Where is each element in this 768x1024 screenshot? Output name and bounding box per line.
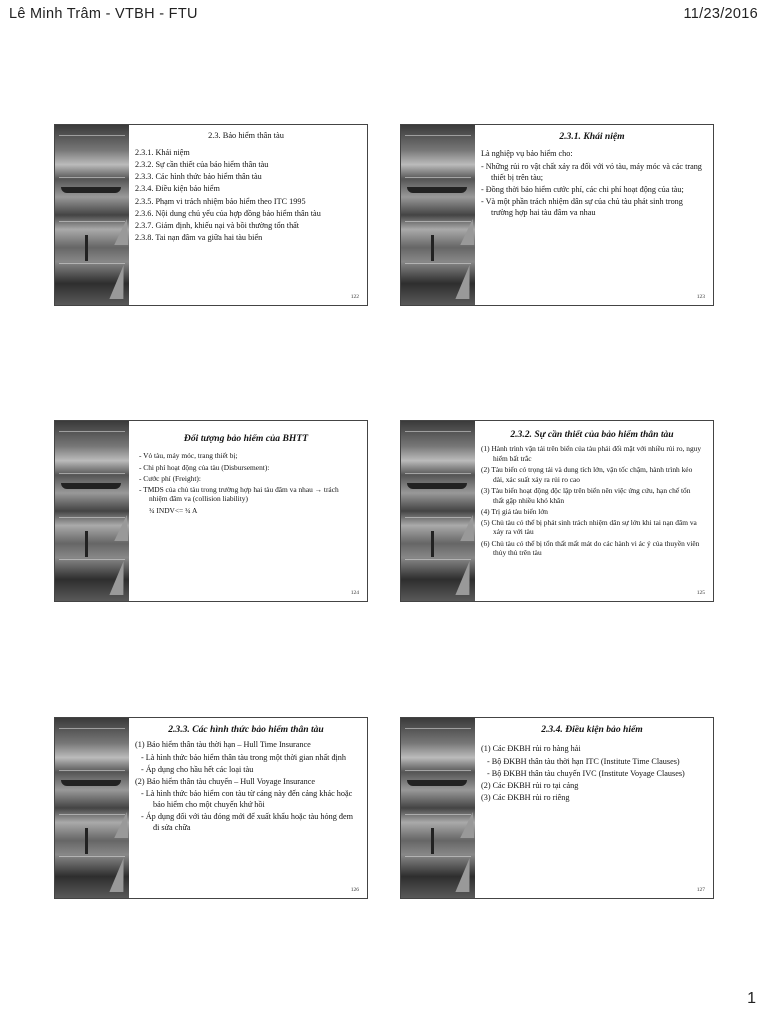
- slide-title: 2.3.4. Điều kiện bảo hiểm: [541, 724, 643, 735]
- slide-photo-strip: [55, 718, 129, 898]
- slide-title: Đối tượng bảo hiểm của BHTT: [183, 433, 309, 444]
- slide-title: 2.3. Bảo hiểm thân tàu: [208, 131, 284, 140]
- slide-124: [54, 420, 368, 602]
- slide-number: 126: [350, 887, 359, 893]
- slide-photo-strip: [401, 125, 475, 305]
- list-item: - Vỏ tàu, máy móc, trang thiết bị;: [139, 451, 238, 461]
- list-item: 2.3.6. Nội dung chủ yếu của hợp đồng bảo hiểm thân tàu: [135, 208, 321, 218]
- list-item: - Áp dụng đối với tàu đóng mới để xuất khẩu hoặc tàu hỏng đem đi sửa chữa: [141, 811, 353, 832]
- list-item: 2.3.2. Sự cần thiết của bảo hiểm thân tàu: [135, 160, 269, 170]
- list-item: - Chi phí hoạt động của tàu (Disbursement):: [139, 462, 270, 472]
- slide-number: 127: [696, 887, 705, 893]
- list-item: 2.3.4. Điều kiện bảo hiểm: [135, 184, 220, 194]
- list-item: (1) Bảo hiểm thân tàu thời hạn – Hull Time Insurance: [135, 740, 311, 750]
- list-item: (3) Các ĐKBH rủi ro riêng: [481, 793, 570, 803]
- document-date: 11/23/2016: [683, 6, 758, 22]
- list-item: 2.3.7. Giám định, khiếu nại và bồi thường tổn thất: [135, 220, 300, 230]
- list-item: - Cước phí (Freight):: [139, 473, 201, 483]
- list-item: (2) Bảo hiểm thân tàu chuyến – Hull Voyage Insurance: [135, 776, 315, 786]
- list-item: - Những rủi ro vật chất xảy ra đối với vỏ tàu, máy móc và các trang thiết bị trên tàu;: [481, 162, 702, 182]
- list-item: - Bộ ĐKBH thân tàu thời hạn ITC (Institute Time Clauses): [487, 756, 680, 766]
- list-item: 2.3.1. Khái niệm: [135, 147, 190, 157]
- slide-photo-strip: [401, 718, 475, 898]
- list-item: (4) Trị giá tàu biển lớn: [481, 506, 548, 516]
- list-item: - Đồng thời bảo hiểm cước phí, các chi phí hoạt động của tàu;: [481, 184, 684, 194]
- list-item: (2) Các ĐKBH rủi ro tại cảng: [481, 780, 579, 790]
- slide-number: 124: [350, 590, 359, 596]
- slide-photo-strip: [55, 125, 129, 305]
- list-item: - Áp dụng cho hầu hết các loại tàu: [141, 764, 254, 774]
- list-item: (3) Tàu biển hoạt động độc lập trên biển nên việc ứng cứu, hạn chế tổn thất gặp nhiều khó khăn: [481, 485, 691, 505]
- list-item: (1) Các ĐKBH rủi ro hàng hải: [481, 744, 581, 754]
- slide-126: [54, 717, 368, 899]
- slide-photo-strip: [55, 421, 129, 601]
- list-item: - Bộ ĐKBH thân tàu chuyến IVC (Institute Voyage Clauses): [487, 768, 685, 778]
- slide-title: 2.3.1. Khái niệm: [559, 131, 625, 142]
- slide-title: 2.3.2. Sự cần thiết của bảo hiểm thân tàu: [510, 429, 674, 440]
- slide-123: [400, 124, 714, 306]
- slide-number: 123: [696, 294, 705, 300]
- list-item: (2) Tàu biển có trọng tải và dung tích lớn, vận tốc chậm, hành trình kéo dài, xác suất xảy ra rủi ro cao: [481, 465, 693, 484]
- slide-title: 2.3.3. Các hình thức bảo hiểm thân tàu: [168, 724, 324, 735]
- list-item: - TMDS của chủ tàu trong trường hợp hai tàu đâm va nhau → trách nhiệm đâm va (collision liability): [139, 484, 339, 504]
- page-number: 1: [747, 990, 756, 1007]
- document-author-header: Lê Minh Trâm - VTBH - FTU: [9, 6, 198, 22]
- list-item: (1) Hành trình vận tải trên biển của tàu phải đối mặt với nhiều rủi ro, nguy hiểm bất trắc: [481, 444, 702, 464]
- list-item: (6) Chủ tàu có thể bị tổn thất mất mát do các hành vi ác ý của thuyền viên thủy thủ trên tàu: [481, 538, 700, 558]
- list-item: (5) Chủ tàu có thể bị phát sinh trách nhiệm dân sự lớn khi tai nạn đâm va xảy ra với tàu: [481, 517, 697, 537]
- slide-intro: Là nghiệp vụ bảo hiểm cho:: [481, 149, 573, 159]
- slide-122: [54, 124, 368, 306]
- slide-note: ¾ INDV<= ¾ A: [149, 506, 198, 516]
- slide-number: 125: [696, 590, 705, 596]
- list-item: 2.3.3. Các hình thức bảo hiểm thân tàu: [135, 172, 262, 182]
- list-item: - Là hình thức bảo hiểm con tàu từ cảng này đến cảng khác hoặc bảo hiểm cho một chuyến khứ hồi: [141, 789, 353, 809]
- slide-photo-strip: [401, 421, 475, 601]
- list-item: - Và một phần trách nhiệm dân sự của chủ tàu phát sinh trong trường hợp hai tàu đâm va nhau: [481, 197, 683, 217]
- slide-125: [400, 420, 714, 602]
- list-item: 2.3.5. Phạm vi trách nhiệm bảo hiểm theo ITC 1995: [135, 196, 306, 206]
- list-item: - Là hình thức bảo hiểm thân tàu trong một thời gian nhất định: [141, 752, 346, 762]
- slide-127: [400, 717, 714, 899]
- slide-number: 122: [350, 294, 359, 300]
- list-item: 2.3.8. Tai nạn đâm va giữa hai tàu biển: [135, 233, 263, 243]
